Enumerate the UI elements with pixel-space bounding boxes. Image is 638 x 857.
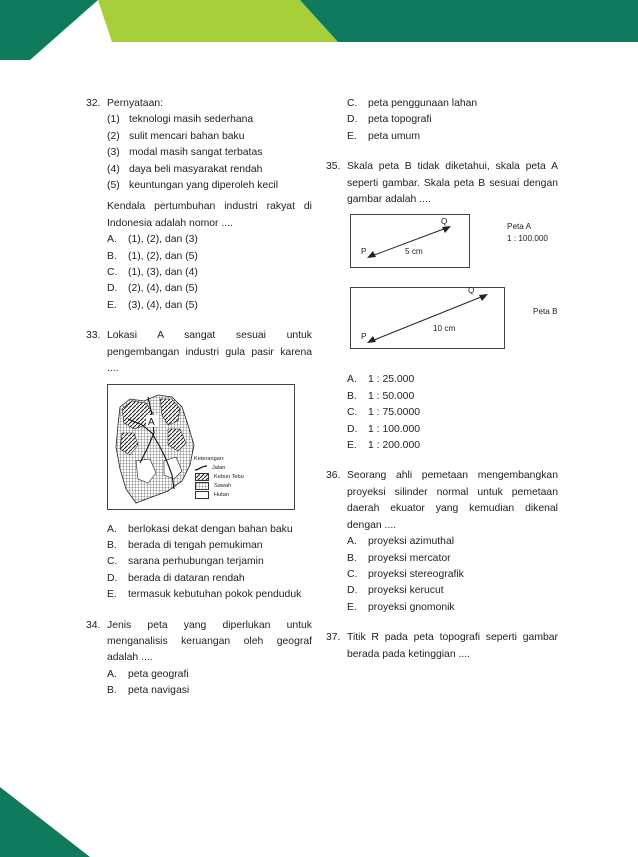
- answer-option[interactable]: C. 1 : 75.0000: [347, 407, 420, 419]
- answer-option[interactable]: B. 1 : 50.000: [347, 390, 415, 402]
- question-33: [86, 328, 312, 603]
- map-b-arrow: [351, 288, 504, 348]
- map-a-name: Peta A: [507, 222, 532, 232]
- legend-item-sugarcane: Kebun Tebu: [194, 473, 244, 482]
- statement-item: (1) teknologi masih sederhana: [107, 114, 254, 126]
- length-label: 5 cm: [405, 247, 423, 257]
- map-legend: [194, 455, 244, 500]
- road-line-icon: [195, 465, 207, 471]
- grid-swatch-icon: [195, 482, 209, 490]
- scale-figure: [347, 214, 558, 364]
- answer-option[interactable]: E. 1 : 200.000: [347, 440, 420, 452]
- point-p-label: P: [361, 332, 367, 342]
- answer-option[interactable]: A. berlokasi dekat dengan bahan baku: [107, 523, 293, 535]
- legend-item-forest: Hutan: [194, 491, 244, 500]
- map-a-scale: 1 : 100.000: [507, 234, 548, 244]
- answer-option[interactable]: E. peta umum: [347, 130, 420, 142]
- answer-option[interactable]: A. peta geografi: [107, 668, 189, 680]
- answer-option[interactable]: B. berada di tengah pemukiman: [107, 539, 263, 551]
- right-column: [326, 96, 558, 663]
- answer-option[interactable]: B. (1), (2), dan (5): [107, 250, 198, 262]
- blank-swatch-icon: [195, 491, 209, 499]
- point-q-label: Q: [441, 217, 448, 227]
- map-point-label: A: [148, 416, 155, 428]
- question-text: Kendala pertumbuhan industri rakyat di Indonesia adalah nomor ....: [107, 201, 312, 229]
- legend-item-ricefield: Sawah: [194, 482, 244, 491]
- question-37: [326, 630, 558, 663]
- statement-item: (3) modal masih sangat terbatas: [107, 147, 263, 159]
- answer-option[interactable]: B. peta navigasi: [107, 685, 190, 697]
- answer-option[interactable]: D. berada di dataran rendah: [107, 572, 245, 584]
- footer-decoration: [0, 787, 90, 857]
- answer-option[interactable]: A. 1 : 25.000: [347, 374, 415, 386]
- statement-item: (5) keuntungan yang diperoleh kecil: [107, 180, 279, 192]
- answer-option[interactable]: E. proyeksi gnomonik: [347, 601, 455, 613]
- question-number: 37.: [326, 632, 341, 644]
- hatch-swatch-icon: [195, 473, 209, 481]
- question-text: Skala peta B tidak diketahui, skala peta A seperti gambar. Skala peta B sesuai dengan gambar adalah ....: [347, 161, 558, 206]
- answer-option[interactable]: A. (1), (2), dan (3): [107, 234, 198, 246]
- left-column: [86, 96, 312, 700]
- legend-title: Keterangan:: [194, 455, 225, 462]
- statement-item: (4) daya beli masyarakat rendah: [107, 163, 263, 175]
- legend-item-road: Jalan: [194, 464, 244, 473]
- question-number: 32.: [86, 98, 101, 109]
- answer-option[interactable]: C. sarana perhubungan terjamin: [107, 556, 264, 568]
- answer-option[interactable]: E. termasuk kebutuhan pokok penduduk: [107, 589, 302, 601]
- answer-option[interactable]: D. peta topografi: [347, 114, 432, 126]
- answer-option[interactable]: D. (2), (4), dan (5): [107, 283, 198, 295]
- question-34-continued: [326, 96, 558, 145]
- question-text: Jenis peta yang diperlukan untuk menganalisis keruangan oleh geograf adalah ....: [107, 619, 312, 664]
- point-q-label: Q: [468, 286, 475, 296]
- question-intro: Pernyataan:: [107, 98, 164, 109]
- question-number: 34.: [86, 619, 101, 631]
- question-number: 36.: [326, 470, 341, 482]
- question-number: 35.: [326, 161, 341, 173]
- answer-option[interactable]: E. (3), (4), dan (5): [107, 299, 198, 311]
- header-decoration: [0, 0, 638, 60]
- map-a-arrow: [351, 215, 469, 267]
- question-text: Seorang ahli pemetaan mengembangkan proyeksi silinder normal untuk pemetaan daerah ekuator yang kemudian dikenal dengan ....: [347, 470, 558, 531]
- answer-option[interactable]: C. peta penggunaan lahan: [347, 98, 478, 109]
- answer-option[interactable]: A. proyeksi azimuthal: [347, 536, 455, 548]
- answer-option[interactable]: B. proyeksi mercator: [347, 552, 451, 564]
- question-34: [86, 618, 312, 700]
- answer-option[interactable]: D. 1 : 100.000: [347, 423, 420, 435]
- answer-option[interactable]: C. (1), (3), dan (4): [107, 267, 198, 279]
- point-p-label: P: [361, 247, 367, 257]
- statement-item: (2) sulit mencari bahan baku: [107, 130, 245, 142]
- question-36: [326, 468, 558, 616]
- length-label: 10 cm: [433, 324, 456, 334]
- answer-option[interactable]: D. proyeksi kerucut: [347, 585, 444, 597]
- question-text: Lokasi A sangat sesuai untuk pengembangan industri gula pasir karena ....: [107, 330, 312, 375]
- question-32: [86, 96, 312, 314]
- answer-option[interactable]: C. proyeksi stereografik: [347, 568, 464, 580]
- map-b-name: Peta B: [533, 307, 558, 317]
- question-35: [326, 159, 558, 454]
- map-a-box: [350, 214, 470, 268]
- map-b-box: [350, 287, 505, 349]
- land-use-map: [107, 384, 295, 510]
- question-number: 33.: [86, 330, 101, 342]
- question-text: Titik R pada peta topografi seperti gambar berada pada ketinggian ....: [347, 632, 558, 660]
